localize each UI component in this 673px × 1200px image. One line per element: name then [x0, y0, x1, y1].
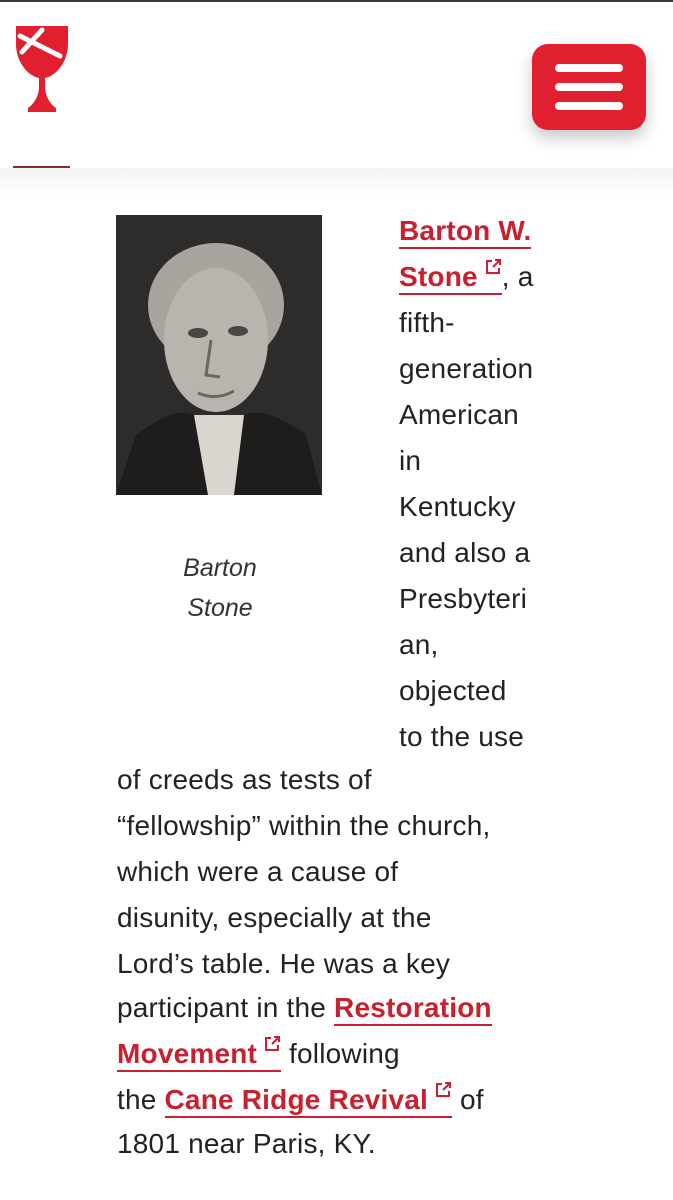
text-line: which were a cause of	[117, 856, 399, 887]
text-line	[117, 1031, 400, 1077]
hamburger-menu-button[interactable]	[532, 44, 646, 130]
portrait-figure	[116, 215, 323, 495]
external-link-icon	[484, 258, 502, 276]
hamburger-icon-bar	[555, 83, 623, 91]
text-line: Presbyteri	[399, 583, 528, 614]
text-line	[117, 985, 492, 1031]
restoration-movement-link[interactable]: Restoration	[334, 992, 492, 1026]
text: , a	[501, 261, 534, 292]
text: following	[281, 1038, 400, 1069]
text-line: 1801 near Paris, KY.	[117, 1128, 376, 1159]
barton-stone-link-cont[interactable]	[399, 261, 502, 295]
text-line: to the use	[399, 721, 524, 752]
text-line: American	[399, 399, 519, 430]
text-line: generation	[399, 353, 534, 384]
link-text: Stone	[399, 261, 478, 292]
text: participant in the	[117, 992, 335, 1023]
text-line: in	[399, 445, 422, 476]
text-line: disunity, especially at the	[117, 902, 432, 933]
text-line	[117, 1077, 484, 1123]
text-line: “fellowship” within the church,	[117, 810, 491, 841]
hamburger-icon-bar	[555, 64, 623, 72]
caption-text: Barton	[183, 554, 257, 582]
cane-ridge-revival-link[interactable]	[165, 1084, 452, 1118]
link-text: Movement	[117, 1038, 258, 1069]
text-line	[399, 254, 534, 300]
external-link-icon	[434, 1081, 452, 1099]
text-line: objected	[399, 675, 507, 706]
text-line: Lord’s table. He was a key	[117, 948, 451, 979]
site-header	[0, 2, 673, 168]
text-line: fifth-	[399, 307, 455, 338]
text-line: an,	[399, 629, 439, 660]
hamburger-icon-bar	[555, 102, 623, 110]
header-shadow	[0, 168, 673, 198]
text: the	[117, 1084, 165, 1115]
text-line: Kentucky	[399, 491, 516, 522]
chalice-logo-icon[interactable]	[14, 26, 70, 112]
restoration-movement-link-cont[interactable]	[117, 1038, 281, 1072]
caption-text: Stone	[187, 594, 253, 622]
text-line	[399, 208, 531, 254]
text-line: and also a	[399, 537, 531, 568]
link-text: Cane Ridge Revival	[164, 1084, 428, 1115]
text: of	[452, 1084, 484, 1115]
text-line: of creeds as tests of	[117, 764, 372, 795]
portrait-caption	[116, 548, 324, 628]
portrait-image	[116, 215, 322, 495]
barton-stone-link[interactable]: Barton W.	[399, 215, 531, 249]
external-link-icon	[263, 1035, 281, 1053]
